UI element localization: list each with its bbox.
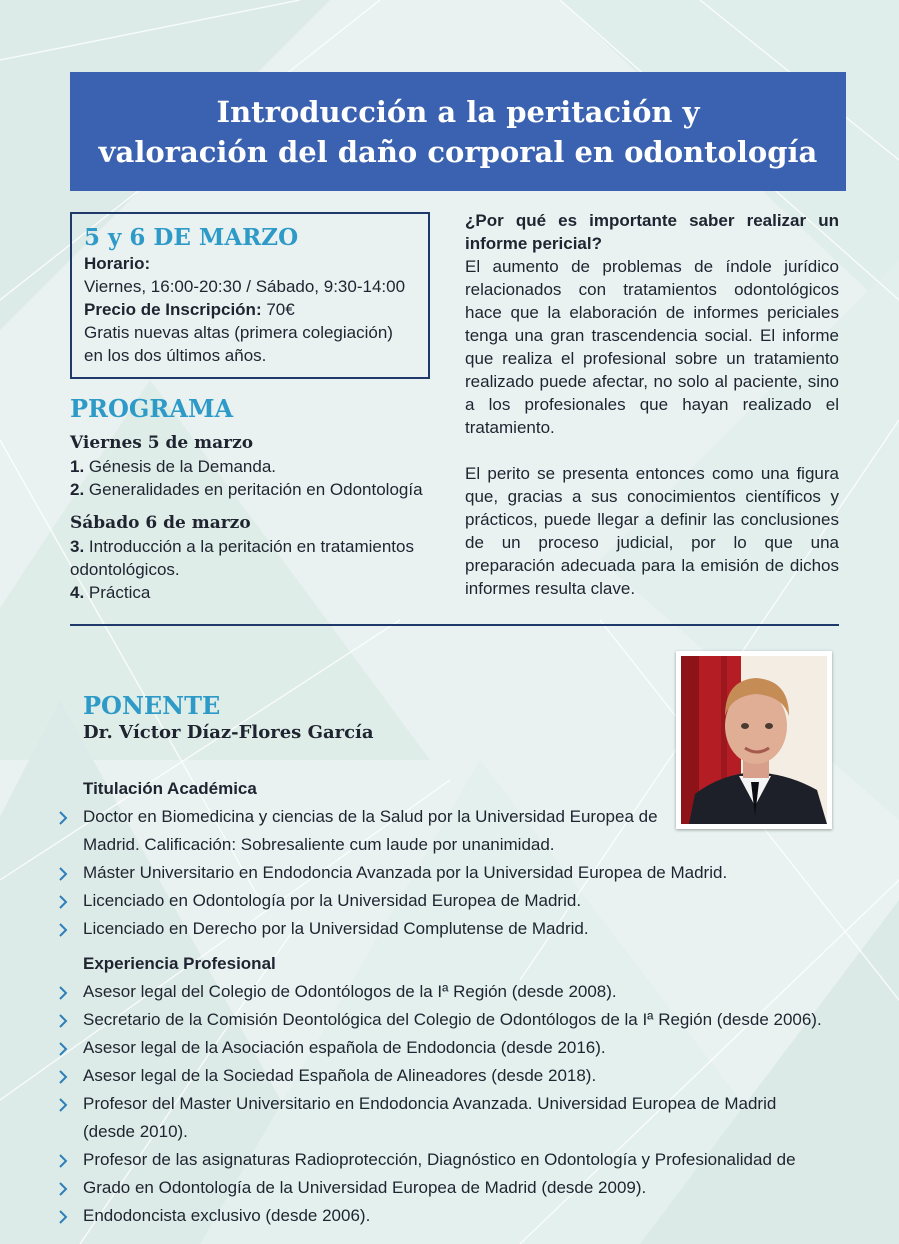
list-item <box>58 1202 848 1230</box>
title-line-2: valoración del daño corporal en odontología <box>98 134 818 169</box>
list-item-text: Madrid. Calificación: Sobresaliente cum laude por unanimidad. <box>83 835 555 854</box>
price-label: Precio de Inscripción: <box>84 300 262 319</box>
list-item-text: Profesor de las asignaturas Radioprotección, Diagnóstico en Odontología y Profesionalidad de <box>83 1150 796 1169</box>
list-item-continuation <box>58 1118 848 1146</box>
list-item-text: Licenciado en Odontología por la Universidad Europea de Madrid. <box>83 891 582 910</box>
schedule-value: Viernes, 16:00-20:30 / Sábado, 9:30-14:00 <box>84 277 406 296</box>
program-item <box>70 455 440 478</box>
list-item-text: Licenciado en Derecho por la Universidad Complutense de Madrid. <box>83 919 589 938</box>
list-item <box>58 978 848 1006</box>
program-title: PROGRAMA <box>70 394 234 423</box>
academic-list <box>58 803 848 943</box>
list-item <box>58 803 848 831</box>
list-item-text: (desde 2010). <box>83 1122 188 1141</box>
list-item-continuation <box>58 831 848 859</box>
list-item <box>58 1090 848 1118</box>
program-list <box>70 431 440 604</box>
price-value: 70€ <box>261 300 295 319</box>
item-number: 2. <box>70 480 85 499</box>
list-item <box>58 1174 848 1202</box>
why-paragraph-1: El aumento de problemas de índole jurídico relacionados con tratamientos odontológicos hace que la elaboración de informes periciales tenga una gran trascendencia social. El informe que realiza el profesional sobre un tratamiento realizado puede afectar, no solo al paciente, sino a los profesionales que hayan realizado el tratamiento. <box>465 257 839 437</box>
list-item-text: Máster Universitario en Endodoncia Avanzada por la Universidad Europea de Madrid. <box>83 863 728 882</box>
program-item <box>70 478 440 501</box>
list-item <box>58 1062 848 1090</box>
chevron-right-icon <box>58 923 68 937</box>
chevron-right-icon <box>58 811 68 825</box>
why-paragraph-2: El perito se presenta entonces como una figura que, gracias a sus conocimientos científicos y prácticos, puede llegar a definir las conclusiones de un proceso judicial, por lo que una preparación adecuada para la emisión de dichos informes resulta clave. <box>465 464 839 598</box>
chevron-right-icon <box>58 867 68 881</box>
item-number: 1. <box>70 457 85 476</box>
day-title-saturday: Sábado 6 de marzo <box>70 513 251 533</box>
list-item-text: Asesor legal de la Sociedad Española de Alineadores (desde 2018). <box>83 1066 597 1085</box>
course-info-box <box>70 212 430 379</box>
chevron-right-icon <box>58 1070 68 1084</box>
speaker-name: Dr. Víctor Díaz-Flores García <box>83 722 374 743</box>
why-question: ¿Por qué es importante saber realizar un informe pericial? <box>465 211 839 253</box>
chevron-right-icon <box>58 1042 68 1056</box>
speaker-section-title: PONENTE <box>83 691 221 720</box>
program-item <box>70 535 440 581</box>
list-item-text: Secretario de la Comisión Deontológica del Colegio de Odontólogos de la Iª Región (desde 2006). <box>83 1010 822 1029</box>
free-line-2: en los dos últimos años. <box>84 346 267 365</box>
list-item <box>58 915 848 943</box>
list-item <box>58 1034 848 1062</box>
portrait-image <box>681 656 827 824</box>
chevron-right-icon <box>58 1014 68 1028</box>
item-number: 4. <box>70 583 85 602</box>
item-number: 3. <box>70 537 85 556</box>
program-item <box>70 581 440 604</box>
list-item <box>58 1006 848 1034</box>
list-item-text: Doctor en Biomedicina y ciencias de la Salud por la Universidad Europea de <box>83 807 658 826</box>
course-date: 5 y 6 DE MARZO <box>84 224 299 251</box>
item-text: Práctica <box>84 583 151 602</box>
list-item-text: Grado en Odontología de la Universidad Europea de Madrid (desde 2009). <box>83 1178 647 1197</box>
chevron-right-icon <box>58 1154 68 1168</box>
academic-heading: Titulación Académica <box>83 779 257 798</box>
day-title-friday: Viernes 5 de marzo <box>70 433 254 453</box>
list-item-text: Endodoncista exclusivo (desde 2006). <box>83 1206 371 1225</box>
item-text: Génesis de la Demanda. <box>84 457 277 476</box>
item-text: Generalidades en peritación en Odontología <box>84 480 423 499</box>
schedule-label: Horario: <box>84 254 151 273</box>
list-item-text: Asesor legal de la Asociación española de Endodoncia (desde 2016). <box>83 1038 606 1057</box>
title-line-1: Introducción a la peritación y <box>216 94 700 129</box>
list-item <box>58 1146 848 1174</box>
why-section <box>465 209 839 600</box>
title-banner <box>70 72 846 191</box>
item-text: Introducción a la peritación en tratamientos odontológicos. <box>70 537 414 579</box>
experience-heading: Experiencia Profesional <box>83 954 276 973</box>
chevron-right-icon <box>58 1210 68 1224</box>
price-line <box>84 298 428 321</box>
free-line-1: Gratis nuevas altas (primera colegiación) <box>84 323 393 342</box>
list-item-text: Asesor legal del Colegio de Odontólogos de la Iª Región (desde 2008). <box>83 982 617 1001</box>
chevron-right-icon <box>58 1182 68 1196</box>
list-item <box>58 887 848 915</box>
section-divider <box>70 624 839 626</box>
list-item-text: Profesor del Master Universitario en Endodoncia Avanzada. Universidad Europea de Madrid <box>83 1094 777 1113</box>
chevron-right-icon <box>58 1098 68 1112</box>
chevron-right-icon <box>58 895 68 909</box>
chevron-right-icon <box>58 986 68 1000</box>
list-item <box>58 859 848 887</box>
experience-list <box>58 978 848 1230</box>
